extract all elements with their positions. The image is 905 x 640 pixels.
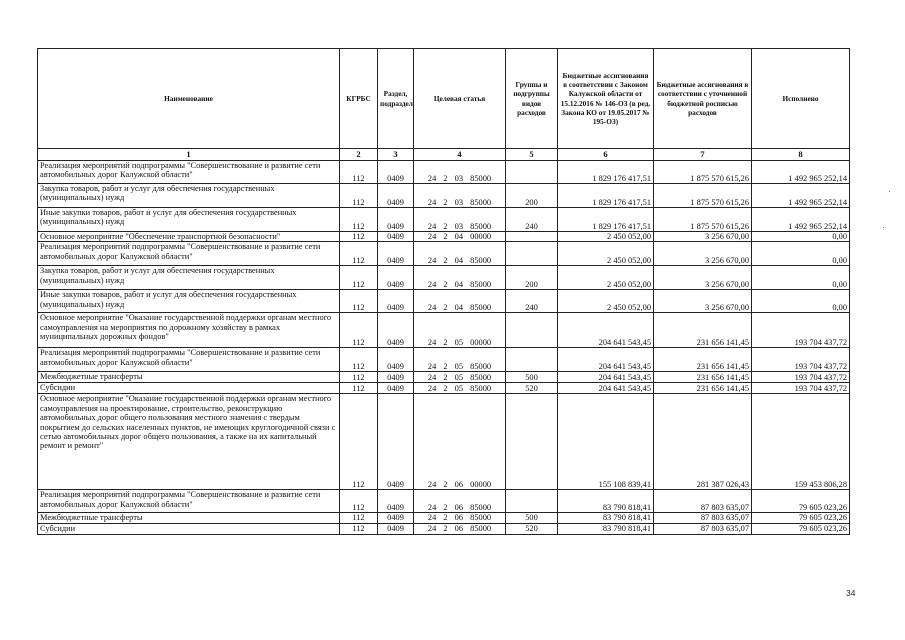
row-kgrbs: 112 — [340, 523, 378, 534]
row-revised-allocation: 3 256 670,00 — [654, 290, 752, 313]
row-kgrbs: 112 — [340, 161, 378, 184]
row-law-allocation: 204 641 543,45 — [558, 348, 654, 372]
row-target: 24 2 03 85000 — [414, 208, 506, 232]
row-name: Иные закупки товаров, работ и услуг для обеспечения государственных (муниципальных) нужд — [38, 208, 340, 232]
row-revised-allocation: 87 803 635,07 — [654, 490, 752, 513]
row-executed: 79 605 023,26 — [752, 513, 850, 523]
row-expense-group: 200 — [506, 184, 558, 208]
row-executed: 193 704 437,72 — [752, 348, 850, 372]
row-name: Межбюджетные трансферты — [38, 372, 340, 383]
row-target: 24 2 06 00000 — [414, 394, 506, 490]
row-executed: 193 704 437,72 — [752, 383, 850, 394]
table-row — [38, 513, 850, 523]
row-kgrbs: 112 — [340, 290, 378, 313]
column-number-row — [38, 149, 850, 161]
column-number: 5 — [506, 149, 558, 161]
row-target: 24 2 05 00000 — [414, 313, 506, 348]
column-number: 4 — [414, 149, 506, 161]
row-law-allocation: 83 790 818,41 — [558, 523, 654, 534]
row-section: 0409 — [378, 184, 414, 208]
row-target: 24 2 05 85000 — [414, 383, 506, 394]
row-law-allocation: 2 450 052,00 — [558, 242, 654, 266]
row-executed: 159 453 806,28 — [752, 394, 850, 490]
table-row — [38, 208, 850, 232]
row-revised-allocation: 3 256 670,00 — [654, 266, 752, 290]
row-target: 24 2 04 00000 — [414, 232, 506, 242]
table-row — [38, 383, 850, 394]
header-expense-group: Группы и подгруппы видов расходов — [506, 49, 558, 149]
row-revised-allocation: 231 656 141,45 — [654, 313, 752, 348]
row-executed: 193 704 437,72 — [752, 313, 850, 348]
row-expense-group: 200 — [506, 266, 558, 290]
row-revised-allocation: 231 656 141,45 — [654, 383, 752, 394]
row-name: Закупка товаров, работ и услуг для обеспечения государственных (муниципальных) нужд — [38, 184, 340, 208]
table-row — [38, 184, 850, 208]
row-law-allocation: 1 829 176 417,51 — [558, 208, 654, 232]
table-row — [38, 394, 850, 490]
table-row — [38, 523, 850, 534]
row-kgrbs: 112 — [340, 184, 378, 208]
row-revised-allocation: 231 656 141,45 — [654, 348, 752, 372]
row-expense-group — [506, 242, 558, 266]
row-section: 0409 — [378, 208, 414, 232]
row-section: 0409 — [378, 394, 414, 490]
table-body — [38, 161, 850, 535]
row-name: Реализация мероприятий подпрограммы "Совершенствование и развитие сети автомобильных дорог Калужской области" — [38, 348, 340, 372]
table-row — [38, 348, 850, 372]
row-kgrbs: 112 — [340, 266, 378, 290]
row-kgrbs: 112 — [340, 348, 378, 372]
row-kgrbs: 112 — [340, 394, 378, 490]
row-law-allocation: 1 829 176 417,51 — [558, 161, 654, 184]
budget-table — [37, 48, 850, 535]
row-target: 24 2 03 85000 — [414, 161, 506, 184]
table-row — [38, 290, 850, 313]
row-name: Иные закупки товаров, работ и услуг для обеспечения государственных (муниципальных) нужд — [38, 290, 340, 313]
page-number: 34 — [846, 588, 856, 598]
row-law-allocation: 83 790 818,41 — [558, 490, 654, 513]
row-revised-allocation: 3 256 670,00 — [654, 242, 752, 266]
column-number: 1 — [38, 149, 340, 161]
row-target: 24 2 04 85000 — [414, 290, 506, 313]
row-law-allocation: 2 450 052,00 — [558, 232, 654, 242]
header-executed: Исполнено — [752, 49, 850, 149]
row-kgrbs: 112 — [340, 313, 378, 348]
row-section: 0409 — [378, 523, 414, 534]
row-kgrbs: 112 — [340, 372, 378, 383]
row-section: 0409 — [378, 290, 414, 313]
row-expense-group: 240 — [506, 208, 558, 232]
row-executed: 1 492 965 252,14 — [752, 208, 850, 232]
row-target: 24 2 05 85000 — [414, 348, 506, 372]
row-law-allocation: 204 641 543,45 — [558, 372, 654, 383]
header-kgrbs: КГРБС — [340, 49, 378, 149]
table-row — [38, 266, 850, 290]
row-revised-allocation: 87 803 635,07 — [654, 523, 752, 534]
scan-speck — [889, 191, 890, 192]
row-name: Основное мероприятие "Оказание государственной поддержки органам местного самоуправления на проектирование, строительство, реконструкцию автомобильных дорог общего пользования местного значения с твердым покрытием до сельских населенных пунктов, не имеющих круглогодичной связи с сетью автомобильных дорог общего пользования, а также на их капитальный ремонт и ремонт" — [38, 394, 340, 490]
table-row — [38, 232, 850, 242]
row-revised-allocation: 1 875 570 615,26 — [654, 184, 752, 208]
row-section: 0409 — [378, 348, 414, 372]
row-target: 24 2 04 85000 — [414, 242, 506, 266]
row-law-allocation: 155 108 839,41 — [558, 394, 654, 490]
header-revised-allocations: Бюджетные ассигнования в соответствии с уточненной бюджетной росписью расходов — [654, 49, 752, 149]
row-executed: 0,00 — [752, 232, 850, 242]
row-target: 24 2 03 85000 — [414, 184, 506, 208]
row-expense-group — [506, 161, 558, 184]
row-target: 24 2 06 85000 — [414, 513, 506, 523]
row-executed: 193 704 437,72 — [752, 372, 850, 383]
column-number: 8 — [752, 149, 850, 161]
row-expense-group: 500 — [506, 372, 558, 383]
scan-speck — [883, 227, 884, 228]
row-expense-group — [506, 394, 558, 490]
row-executed: 0,00 — [752, 266, 850, 290]
row-executed: 79 605 023,26 — [752, 523, 850, 534]
row-target: 24 2 04 85000 — [414, 266, 506, 290]
row-revised-allocation: 231 656 141,45 — [654, 372, 752, 383]
row-expense-group: 520 — [506, 383, 558, 394]
row-target: 24 2 06 85000 — [414, 490, 506, 513]
row-expense-group — [506, 232, 558, 242]
row-executed: 0,00 — [752, 290, 850, 313]
column-number: 2 — [340, 149, 378, 161]
row-name: Субсидии — [38, 523, 340, 534]
row-name: Закупка товаров, работ и услуг для обеспечения государственных (муниципальных) нужд — [38, 266, 340, 290]
row-revised-allocation: 281 387 026,43 — [654, 394, 752, 490]
header-row — [38, 49, 850, 149]
row-name: Реализация мероприятий подпрограммы "Совершенствование и развитие сети автомобильных дорог Калужской области" — [38, 490, 340, 513]
row-section: 0409 — [378, 490, 414, 513]
row-section: 0409 — [378, 242, 414, 266]
row-revised-allocation: 3 256 670,00 — [654, 232, 752, 242]
row-law-allocation: 2 450 052,00 — [558, 290, 654, 313]
row-name: Реализация мероприятий подпрограммы "Совершенствование и развитие сети автомобильных дорог Калужской области" — [38, 161, 340, 184]
row-kgrbs: 112 — [340, 242, 378, 266]
row-expense-group — [506, 348, 558, 372]
row-revised-allocation: 1 875 570 615,26 — [654, 208, 752, 232]
table-header — [38, 49, 850, 161]
header-name: Наименование — [38, 49, 340, 149]
row-section: 0409 — [378, 266, 414, 290]
header-section: Раздел, подраздел — [378, 49, 414, 149]
row-name: Основное мероприятие "Оказание государственной поддержки органам местного самоуправления на мероприятия по дорожному хозяйству в рамках муниципальных дорожных фондов" — [38, 313, 340, 348]
row-executed: 1 492 965 252,14 — [752, 161, 850, 184]
header-target: Целевая статья — [414, 49, 506, 149]
row-section: 0409 — [378, 313, 414, 348]
row-expense-group: 500 — [506, 513, 558, 523]
header-law-allocations: Бюджетные ассигнования в соответствии с Законом Калужской области от 15.12.2016 № 146-ОЗ (в ред. Закона КО от 19.05.2017 № 195-ОЗ) — [558, 49, 654, 149]
table-row — [38, 313, 850, 348]
row-kgrbs: 112 — [340, 208, 378, 232]
row-kgrbs: 112 — [340, 490, 378, 513]
row-executed: 79 605 023,26 — [752, 490, 850, 513]
row-name: Межбюджетные трансферты — [38, 513, 340, 523]
row-revised-allocation: 1 875 570 615,26 — [654, 161, 752, 184]
table-row — [38, 161, 850, 184]
row-law-allocation: 1 829 176 417,51 — [558, 184, 654, 208]
table-row — [38, 242, 850, 266]
row-section: 0409 — [378, 372, 414, 383]
row-law-allocation: 204 641 543,45 — [558, 313, 654, 348]
column-number: 3 — [378, 149, 414, 161]
row-kgrbs: 112 — [340, 383, 378, 394]
row-law-allocation: 204 641 543,45 — [558, 383, 654, 394]
table-row — [38, 372, 850, 383]
row-expense-group — [506, 490, 558, 513]
row-expense-group — [506, 313, 558, 348]
row-expense-group: 240 — [506, 290, 558, 313]
column-number: 7 — [654, 149, 752, 161]
row-name: Основное мероприятие "Обеспечение транспортной безопасности" — [38, 232, 340, 242]
row-name: Субсидии — [38, 383, 340, 394]
row-kgrbs: 112 — [340, 232, 378, 242]
row-section: 0409 — [378, 383, 414, 394]
row-revised-allocation: 87 803 635,07 — [654, 513, 752, 523]
row-name: Реализация мероприятий подпрограммы "Совершенствование и развитие сети автомобильных дорог Калужской области" — [38, 242, 340, 266]
row-executed: 1 492 965 252,14 — [752, 184, 850, 208]
row-law-allocation: 2 450 052,00 — [558, 266, 654, 290]
row-law-allocation: 83 790 818,41 — [558, 513, 654, 523]
row-target: 24 2 05 85000 — [414, 372, 506, 383]
column-number: 6 — [558, 149, 654, 161]
row-executed: 0,00 — [752, 242, 850, 266]
row-section: 0409 — [378, 161, 414, 184]
row-expense-group: 520 — [506, 523, 558, 534]
row-section: 0409 — [378, 232, 414, 242]
row-section: 0409 — [378, 513, 414, 523]
row-kgrbs: 112 — [340, 513, 378, 523]
row-target: 24 2 06 85000 — [414, 523, 506, 534]
table-row — [38, 490, 850, 513]
